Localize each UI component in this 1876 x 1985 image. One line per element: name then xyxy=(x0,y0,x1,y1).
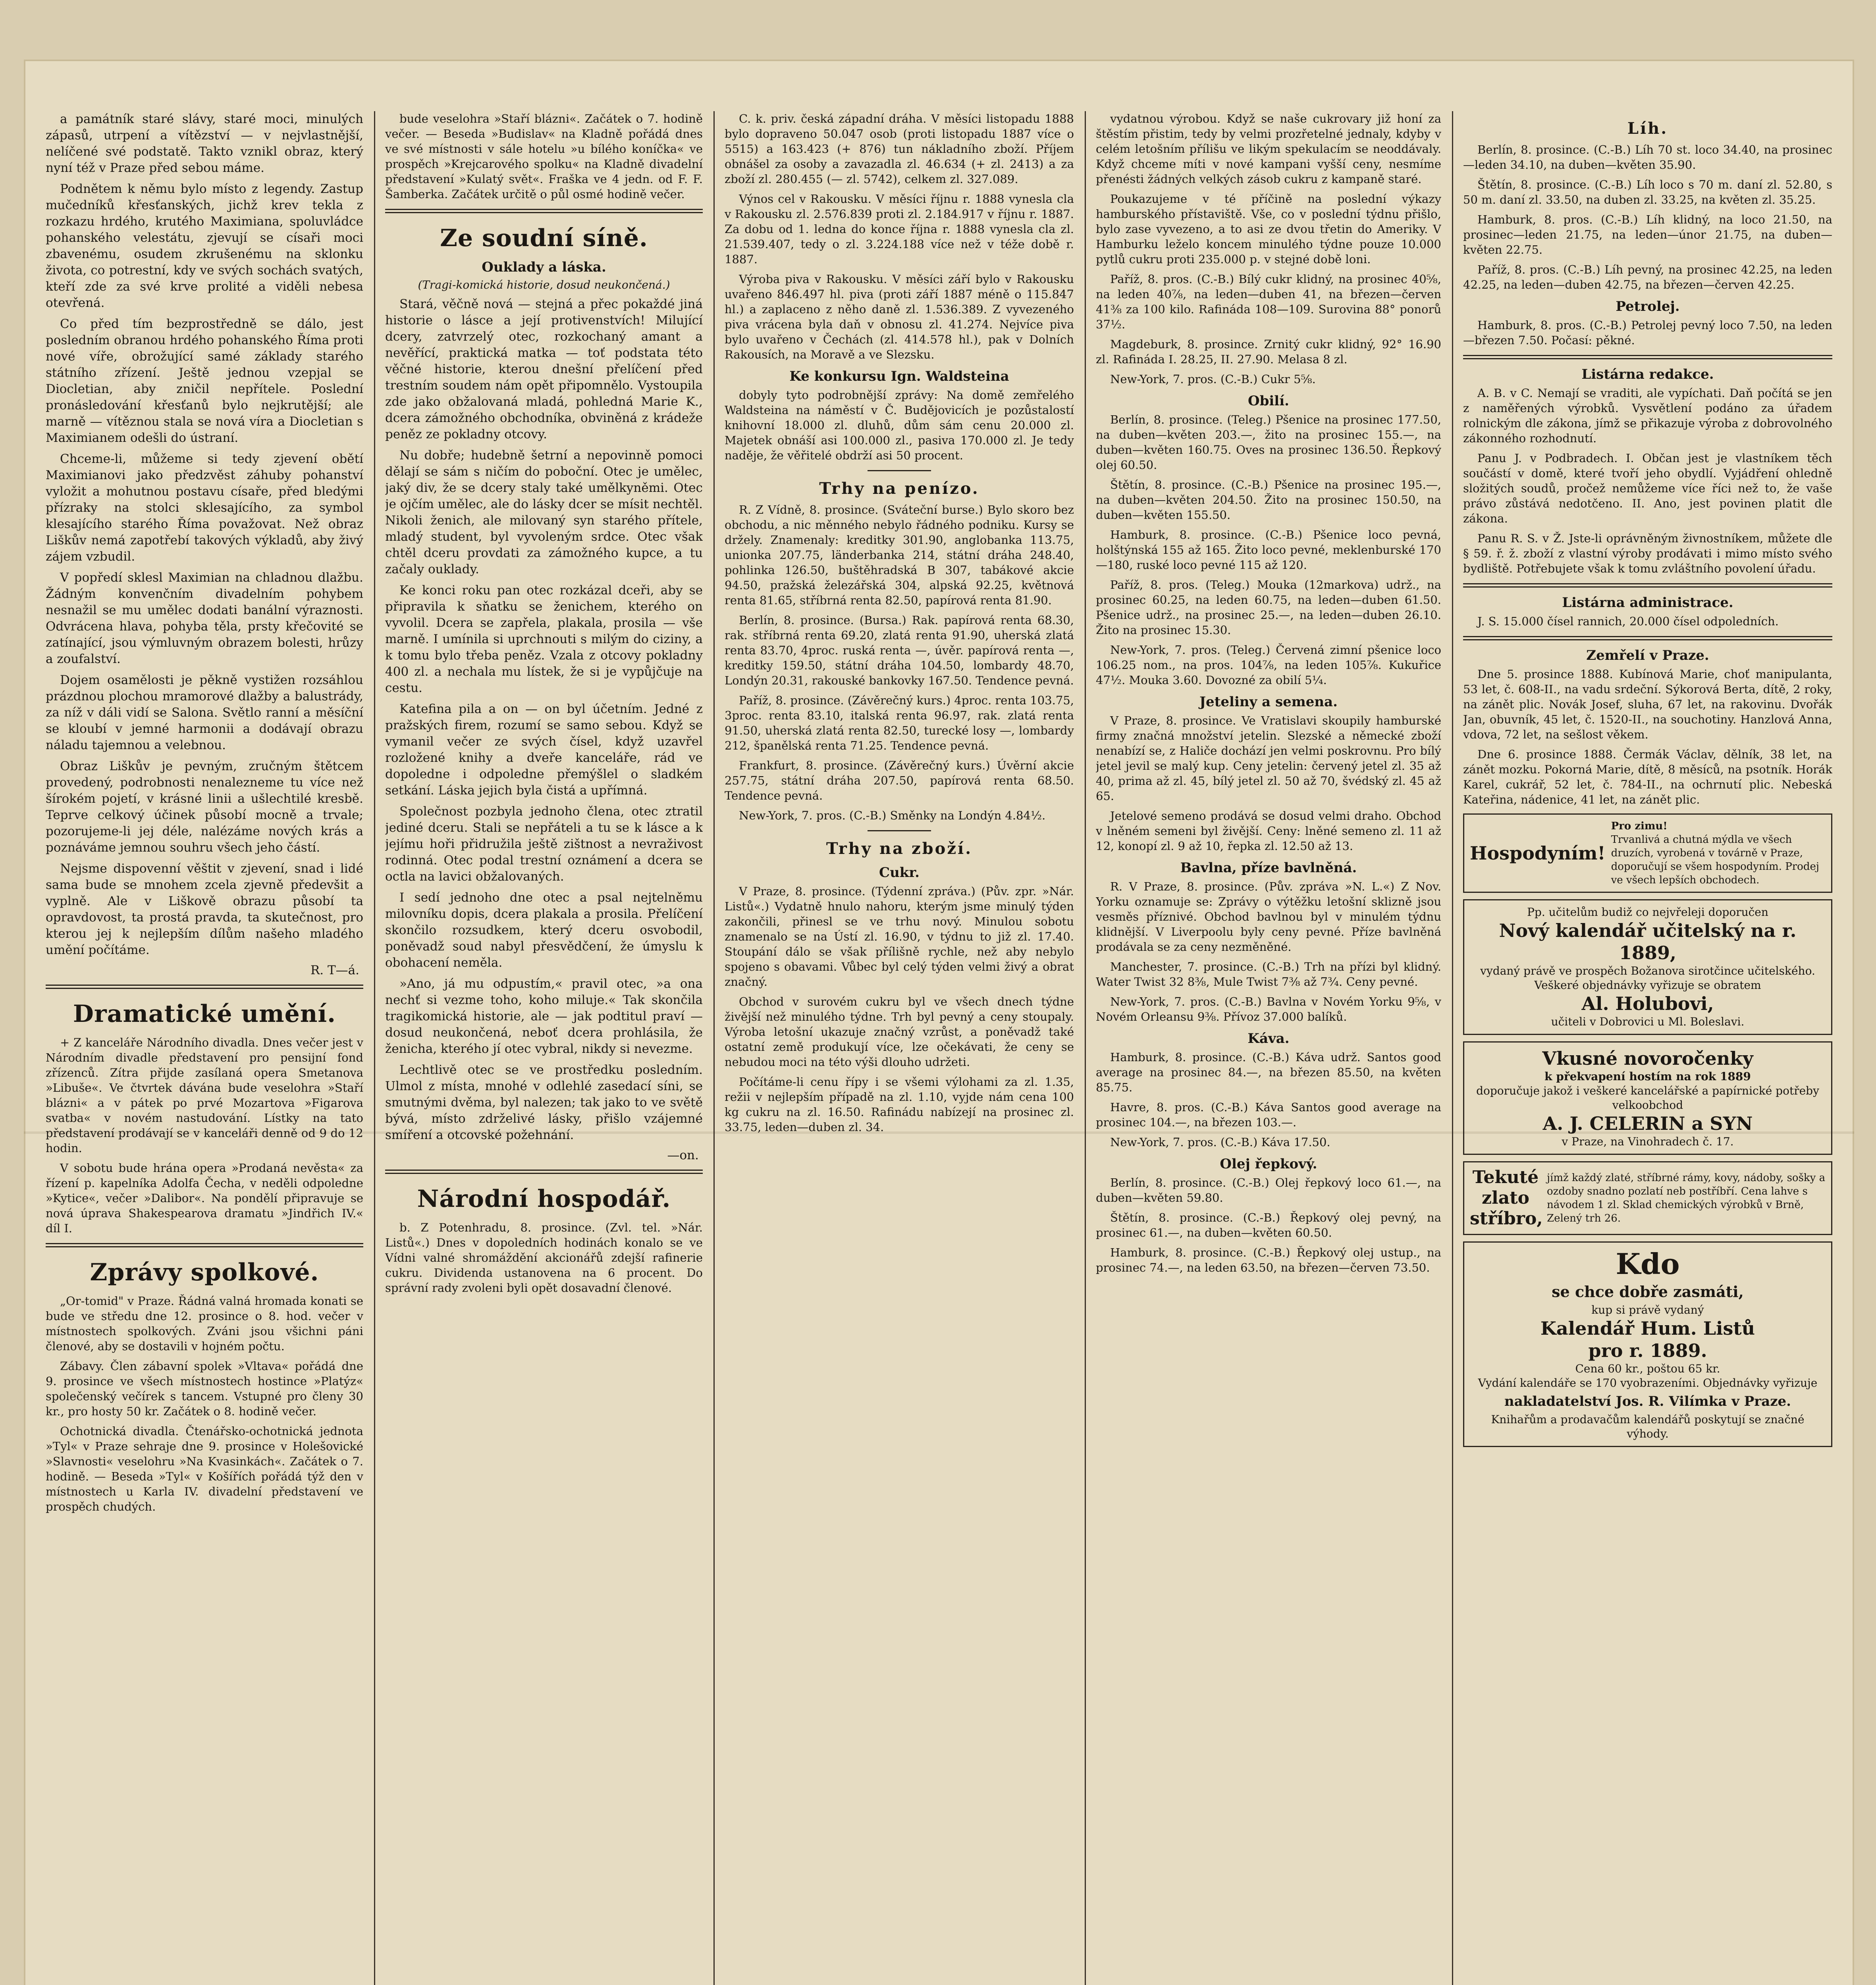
ad-firm: A. J. CELERIN a SYN xyxy=(1542,1113,1753,1134)
section-heading-societies: Zprávy spolkové. xyxy=(90,1258,319,1286)
ad-title: Vkusné novoročenky xyxy=(1542,1048,1753,1069)
article-paragraph: V popředí sklesl Maximian na chladnou dlažbu. Žádným konvenčním divadelním pohybem nesnažil se mu umělec dodati banální výraznosti. Odvrácena hlava, pohyba těla, prsty křečovité se zatínající, jsou výmluvným obrazem bolesti, hrůzy a zoufalství. xyxy=(46,570,363,666)
ad-calendar-name: Kalendář Hum. Listů xyxy=(1540,1318,1755,1339)
column-rule xyxy=(1452,111,1453,1985)
article-paragraph: Ke konci roku pan otec rozkázal dceři, aby se připravila k sňatku se ženichem, kterého on vyvolil. Dcera se zapřela, plakala, prosila — vše marně. I umínila si uprchnouti s milým do ciziny, a k tomu bylo třeba peněz. Vzala z otcovy pokladny 400 zl. a nechala mu lístek, že si je vypůjčuje na cestu. xyxy=(385,583,703,695)
ad-text: Trvanlivá a chutná mýdla ve všech druzích, vyrobená v továrně v Praze, doporučují se všem hospodyním. Prodej ve všech lepších obchodech. xyxy=(1611,834,1819,886)
article-paragraph: Ochotnická divadla. Čtenářsko-ochotnická jednota »Tyl« v Praze sehraje dne 9. prosince v Holešovické »Slavnosti« veselohru »Na Kvasinkách«. Začátek o 7. hodině. — Beseda »Tyl« v Košířích pořádá týž den v místnostech u Karla IV. divadelní představení ve prospěch chudých. xyxy=(46,1424,363,1513)
ad-subtitle: se chce dobře zasmáti, xyxy=(1552,1283,1744,1301)
article-paragraph: Štětín, 8. prosince. (C.-B.) Řepkový olej pevný, na prosinec 61.—, na duben—květen 60.50. xyxy=(1096,1211,1441,1239)
article-paragraph: V sobotu bude hrána opera »Prodaná nevěsta« za řízení p. kapelníka Adolfa Čecha, v neděli odpoledne »Kytice«, večer »Dalibor«. Na pondělí připravuje se nová úprava Shakespearova dramatu »Jindřich IV.« díl I. xyxy=(46,1161,363,1235)
article-paragraph: Co před tím bezprostředně se dálo, jest posledním obranou hrdého pohanského Říma proti nové víře, obrožující samé základy starého státního zřízení. Ještě jednou vzepjal se Diocletian, aby zničil nepřítele. Poslední pronásledování křesťanů bylo nejkrutější; ale marně — vítěznou stala se nová víra a Diocletian s Maximianem odešli do ústraní. xyxy=(46,317,363,445)
article-paragraph: Dne 6. prosince 1888. Čermák Václav, dělník, 38 let, na zánět mozku. Pokorná Marie, dítě, 8 měsíců, na psotník. Horák Karel, cukrář, 52 let, č. 784-II., na ochrnutí plic. Nebeská Kateřina, nádenice, 41 let, na zánět plic. xyxy=(1463,748,1832,806)
article-paragraph: Hamburk, 8. pros. (C.-B.) Líh klidný, na loco 21.50, na prosinec—leden 21.75, na leden—únor 21.75, na duben—květen 22.75. xyxy=(1463,213,1832,256)
ad-title: Hospodyním! xyxy=(1470,842,1606,864)
subsection-heading-coffee: Káva. xyxy=(1247,1031,1290,1046)
article-paragraph: Havre, 8. pros. (C.-B.) Káva Santos good average na prosinec 104.—, na březen 103.—. xyxy=(1096,1100,1441,1129)
article-paragraph: New-York, 7. pros. (Teleg.) Červená zimní pšenice loco 106.25 nom., na pros. 104⅞, na leden 105⅞. Kukuřice 47½. Mouka 3.60. Dovozné za obilí 5¼. xyxy=(1096,643,1441,687)
ad-publisher: nakladatelství Jos. R. Vilímka v Praze. xyxy=(1504,1393,1791,1409)
article-paragraph: Stará, věčně nová — stejná a přec pokaždé jiná historie o lásce a její protivenstvích! Milující dcery, zatvrzelý otec, rozkochaný amant a nevěřící, praktická matka — toť podstata této věčné historie, kterou dnešní přelíčení před trestním soudem nám opět připomnělo. Vystoupila zde jako obžalovaná mladá, pohledná Marie K., dcera zámožného obchodníka, obviněná z krádeže peněz ze pokladny otcovy. xyxy=(385,297,703,441)
article-signature: —on. xyxy=(667,1148,699,1162)
article-paragraph: bude veselohra »Staří blázni«. Začátek o 7. hodině večer. — Beseda »Budislav« na Kladně pořádá dnes ve své místnosti v sále hotelu »u bílého koníčka« ve prospěch »Krejcarového spolku« na Kladně divadelní představení »Kulatý svět«. Fraška ve 4 jedn. od F. F. Šamberka. Začátek určitě o půl osmé hodině večer. xyxy=(385,112,703,201)
article-paragraph: Společnost pozbyla jednoho člena, otec ztratil jediné dceru. Stali se nepřáteli a tu se k lásce a k jejímu hoři přidružila ještě zištnost a nevraživost rodinná. Otec podal trestní oznámení a dcera se octla na lavici obžalovaných. xyxy=(385,804,703,884)
section-heading-deaths: Zemřelí v Praze. xyxy=(1586,648,1709,663)
column-1 xyxy=(46,111,363,1985)
article-paragraph: Nejsme dispovenní věštit v zjevení, snad i lidé sama bude se mnohem zcela zjevně předevšit a vyplně. Ale v Liškově obrazu působí ta opravdovost, ta prostá pravda, ta skutečnost, pro kterou jej k nejlepším dílům našeho mladého umění počítáme. xyxy=(46,861,363,957)
article-paragraph: Manchester, 7. prosince. (C.-B.) Trh na přízi byl klidný. Water Twist 32 8⅜, Mule Twist 7⅜ až 7¾. Ceny pevné. xyxy=(1096,960,1441,989)
section-heading-court: Ze soudní síně. xyxy=(440,224,648,252)
article-paragraph: Lechtlivě otec se ve prostředku posledním. Ulmol z místa, mnohé v odlehlé zasedací síni, se smutnými dvěma, byl nalezen; tak jako to ve světě bývá, místo zdrželivé lásky, přišlo vzájemné smíření a otcovské požehnání. xyxy=(385,1063,703,1142)
ad-year: pro r. 1889. xyxy=(1588,1340,1707,1361)
article-paragraph: Poukazujeme v té příčině na poslední výkazy hamburského přístaviště. Vše, co v poslední týdnu přišlo, bylo zase vyvezeno, a to asi ze dvou třetin do Ameriky. V Hamburku leželo koncem minulého týdne pouze 10.000 pytlů cukru proti 235.000 p. v stejné době loni. xyxy=(1096,192,1441,266)
ad-subtitle: k překvapení hostím na rok 1889 xyxy=(1544,1070,1751,1083)
column-3 xyxy=(725,111,1074,1985)
article-paragraph: „Or-tomid" v Praze. Řádná valná hromada konati se bude ve středu dne 12. prosince o 8. hod. večer v místnostech spolkových. Zváni jsou všichni páni členové, aby se dostavili v hojném počtu. xyxy=(46,1294,363,1353)
ad-address: učiteli v Dobrovici u Ml. Boleslavi. xyxy=(1551,1015,1745,1028)
article-paragraph: b. Z Potenhradu, 8. prosince. (Zvl. tel. »Nár. Listů«.) Dnes v dopoledních hodinách konalo se ve Vídni valné shromáždění akcionářů zdejší rafinerie cukru. Dividenda ustanovena na 6 procent. Do správní rady zvoleni byli opět dosavadní členové. xyxy=(385,1221,703,1295)
section-heading-goods-markets: Trhy na zboží. xyxy=(826,839,973,858)
article-title: Ouklady a láska. xyxy=(482,259,606,275)
article-paragraph: New-York, 7. pros. (C.-B.) Káva 17.50. xyxy=(1110,1135,1330,1149)
article-paragraph: Hamburk, 8. prosince. (C.-B.) Pšenice loco pevná, holštýnská 155 až 165. Žito loco pevné, meklenburské 170—180, ruské loco pevné 115 až 120. xyxy=(1096,528,1441,572)
subsection-heading-oil: Olej řepkový. xyxy=(1220,1156,1317,1172)
column-rule xyxy=(374,111,375,1985)
section-heading-editor-letters: Listárna redakce. xyxy=(1581,366,1714,382)
advertisement-humor-calendar xyxy=(1463,1241,1832,1447)
section-heading-admin-letters: Listárna administrace. xyxy=(1562,595,1733,611)
section-divider xyxy=(1463,636,1832,640)
article-paragraph: Paříž, 8. prosince. (Závěrečný kurs.) 4proc. renta 103.75, 3proc. renta 83.10, italská renta 96.97, rak. zlatá renta 91.50, uherská zlatá renta 82.50, turecké losy —, lombardy 212, španělská renta 71.25. Tendence pevná. xyxy=(725,694,1074,752)
article-paragraph: Berlín, 8. prosince. (Teleg.) Pšenice na prosinec 177.50, na duben—květen 203.—, žito na prosinec 155.—, na duben—květen 160.75. Oves na prosinec 136.50. Řepkový olej 60.50. xyxy=(1096,413,1441,472)
ad-title: Tekuté zlato stříbro, xyxy=(1470,1167,1543,1229)
advertisement-soap xyxy=(1463,813,1832,893)
article-paragraph: Frankfurt, 8. prosince. (Závěrečný kurs.) Úvěrní akcie 257.75, státní dráha 207.50, papírová renta 68.50. Tendence pevná. xyxy=(725,759,1074,802)
ad-text: Vydání kalendáře se 170 vyobrazeními. Objednávky vyřizuje xyxy=(1478,1376,1818,1390)
article-paragraph: Dojem osamělosti je pěkně vystižen rozsáhlou prázdnou plochou mramorové dlažby a balustrády, za níž v dáli vidí se Salona. Světlo ranní a měsíční se kloubí v jemné harmonii a dodávají obrazu náladu tajemnou a velebnou. xyxy=(46,673,363,752)
section-heading-drama: Dramatické umění. xyxy=(73,1000,336,1028)
ad-title: Nový kalendář učitelský na r. 1889, xyxy=(1499,920,1797,964)
article-paragraph: I sedí jednoho dne otec a psal nejtelněmu milovníku dopis, dcera plakala a prosila. Přelíčení skončilo rozsudkem, který dceru osvobodil, poněvadž soud nabyl přesvědčení, že úmyslu k obohacení neměla. xyxy=(385,890,703,970)
article-paragraph: Chceme-li, můžeme si tedy zjevení obětí Maximianovi jako předzvěst záhuby pohanství vyložit a mohutnou postavu císaře, před bledými přízraky na stolci sklesajícího, za symbol klesajícího starého Říma považovat. Než obraz Liškův nemá zapotřebí takových výkladů, aby živý zájem vzbudil. xyxy=(46,452,363,564)
article-paragraph: Berlín, 8. prosince. (C.-B.) Olej řepkový loco 61.—, na duben—květen 59.80. xyxy=(1096,1176,1441,1204)
article-paragraph: Panu J. v Podbradech. I. Občan jest je vlastníkem těch součástí v domě, které tvoří jeho obydlí. Vyjádření ohledně složitých soudů, pročež nemůžeme více říci než to, že vaše právo zůstává nedotčeno. II. Ano, jest povinen platit dle zákona. xyxy=(1463,451,1832,525)
subsection-heading-sugar: Cukr. xyxy=(879,865,920,881)
article-paragraph: V Praze, 8. prosince. (Týdenní zpráva.) (Pův. zpr. »Nár. Listů«.) Vydatně hnulo nahoru, kterým jsme minulý týden zakončili, přinesl se ve trhu nový. Minulou sobotu znamenalo se na Ústí zl. 16.90, v týdnu to již zl. 17.40. Stoupání dálo se však přílišně rychle, než aby nebylo spojeno s obavami. Vůbec byl celý týden velmi živý a obrat značný. xyxy=(725,885,1074,989)
ad-title: Kdo xyxy=(1616,1247,1680,1281)
ad-publisher: Al. Holubovi, xyxy=(1581,993,1714,1014)
article-paragraph: Berlín, 8. prosince. (C.-B.) Líh 70 st. loco 34.40, na prosinec—leden 34.10, na duben—květen 35.90. xyxy=(1463,143,1832,172)
article-paragraph: Štětín, 8. prosince. (C.-B.) Pšenice na prosinec 195.—, na duben—květen 204.50. Žito na prosinec 150.50, na duben—květen 155.50. xyxy=(1096,478,1441,522)
column-5 xyxy=(1463,111,1832,1985)
subsection-heading-cotton: Bavlna, příze bavlněná. xyxy=(1180,860,1357,876)
article-paragraph: New-York, 7. pros. (C.-B.) Bavlna v Novém Yorku 9⅝, v Novém Orleansu 9⅜. Přívoz 37.000 balíků. xyxy=(1096,995,1441,1023)
article-paragraph: Podnětem k němu bylo místo z legendy. Zastup mučedníků křesťanských, jichž krev tekla z rozkazu hrdého, krutého Maximiana, spoluvládce pohanského velestátu, zjevují se císaři moci zbavenému, osudem zkrušenému na sklonku života, co potrestní, kdy ve svých sochách svatých, kteří zde za své krve prolité a viděli nebesa otevřená. xyxy=(46,182,363,310)
section-heading-money-markets: Trhy na penízo. xyxy=(819,479,979,498)
article-paragraph: Panu R. S. v Ž. Jste-li oprávněným živnostníkem, můžete dle § 59. ř. ž. zboží z vlastní výroby prodávati i mimo místo svého bydliště. Potřebujete však k tomu zvláštního povolení úřadu. xyxy=(1463,532,1832,575)
article-paragraph: Obchod v surovém cukru byl ve všech dnech týdne živější než minulého týdne. Trh byl pevný a ceny stoupaly. Výroba letošní ukazuje značný vzrůst, a poněvadž také ostatní země produkují více, lze očekávati, že ceny se nebudou moci na této výši dlouho udržeti. xyxy=(725,995,1074,1069)
article-paragraph: Výnos cel v Rakousku. V měsíci říjnu r. 1888 vynesla cla v Rakousku zl. 2.576.839 proti zl. 2.184.917 v říjnu r. 1887. Za dobu od 1. ledna do konce října r. 1888 vynesla cla zl. 21.539.407, tedy o zl. 3.224.188 více než v téže době r. 1887. xyxy=(725,192,1074,266)
article-paragraph: + Z kanceláře Národního divadla. Dnes večer jest v Národním divadle představení pro pensijní fond zřízenců. Zítra přijde zasílaná opera Smetanova »Libuše«. Ve čtvrtek dávána bude veselohra »Staří blázni« a v pátek po prvé Mozartova »Figarova svatba« v novém nastudování. Lístky na tato představení prodávají se v kanceláři denně od 9 do 12 hodin. xyxy=(46,1036,363,1155)
article-paragraph: Paříž, 8. pros. (C.-B.) Bílý cukr klidný, na prosinec 40⅝, na leden 40⅞, na leden—duben 41, na březen—červen 41⅜ za 100 kilo. Rafináda 108—109. Surovina 88° ponorů 37½. xyxy=(1096,272,1441,331)
section-divider xyxy=(46,985,363,989)
ad-footnote: Knihařům a prodavačům kalendářů poskytují se značné výhody. xyxy=(1491,1413,1805,1440)
article-paragraph: Hamburk, 8. prosince. (C.-B.) Řepkový olej ustup., na prosinec 74.—, na leden 63.50, na březen—červen 73.50. xyxy=(1096,1246,1441,1274)
section-divider xyxy=(46,1243,363,1247)
subsection-heading-spirits: Líh. xyxy=(1627,119,1668,138)
article-paragraph: Štětín, 8. prosince. (C.-B.) Líh loco s 70 m. daní zl. 52.80, s 50 m. daní zl. 33.50, na duben zl. 33.25, na květen zl. 35.25. xyxy=(1463,178,1832,206)
article-paragraph: Katefina pila a on — on byl účetním. Jedné z pražských firem, rozumí se samo sebou. Když se vymanil večer ze svých čísel, když uzavřel rozložené knihy a dveře kanceláře, rád ve dopoledne i odpoledne přemýšlel o sladkém setkání. Láska jejich byla čistá a upřímná. xyxy=(385,702,703,798)
article-paragraph: Dne 5. prosince 1888. Kubínová Marie, choť manipulanta, 53 let, č. 608-II., na vadu srdeční. Sýkorová Berta, dítě, 2 roky, na zánět plic. Novák Josef, sluha, 67 let, na rakovinu. Dvořák Jan, obuvník, 45 let, č. 1520-II., na souchotiny. Hanzlová Anna, vdova, 72 let, na sešlost věkem. xyxy=(1463,667,1832,741)
column-4 xyxy=(1096,111,1441,1985)
section-heading-economy: Národní hospodář. xyxy=(417,1185,671,1213)
article-paragraph: Nu dobře; hudebně šetrní a nepovinně pomoci dělají se sám s ničím do poboční. Otec je umělec, jaký div, že se dcery staly také umělkyněmi. Otec je ojčím umělec, ale do lásky dcer se mísit nechtěl. Nikoli ženich, ale milovaný syn starého přítele, mladý student, byl vyvoleným srdce. Otec však chtěl dceru provdati za zámožného kupce, a tu začaly ouklady. xyxy=(385,448,703,576)
subsection-heading-grain: Obilí. xyxy=(1248,393,1289,409)
article-paragraph: New-York, 7. pros. (C.-B.) Cukr 5⅝. xyxy=(1110,372,1316,386)
article-paragraph: V Praze, 8. prosince. Ve Vratislavi skoupily hamburské firmy značná množství jetelin. Slezské a německé zboží nenabízí se, z Haliče dochází jen velmi poskrovnu. Pro bílý jetel jevil se malý kup. Ceny jetelin: červený jetel zl. 35 až 40, prima až zl. 45, bílý jetel zl. 50 až 70, švédský zl. 45 až 65. xyxy=(1096,714,1441,803)
column-rule xyxy=(713,111,715,1985)
article-paragraph: »Ano, já mu odpustím,« pravil otec, »a ona nechť si vezme toho, koho miluje.« Tak skončila tragikomická historie, ale — jak podtitul praví — dosud neukončená, neboť dcera prohlásila, že ženicha, kterého jí otec vybral, nikdy si nevezme. xyxy=(385,977,703,1056)
ad-subtitle: Pro zimu! xyxy=(1611,820,1668,832)
ad-address: v Praze, na Vinohradech č. 17. xyxy=(1562,1135,1734,1148)
ad-text: kup si právě vydaný xyxy=(1591,1303,1704,1316)
section-divider xyxy=(1463,583,1832,588)
ad-price: Cena 60 kr., poštou 65 kr. xyxy=(1575,1362,1720,1375)
section-divider xyxy=(385,1170,703,1174)
article-paragraph: dobyly tyto podrobnější zprávy: Na domě zemřelého Waldsteina na náměstí v Č. Budějovicích je pozůstalostí knihovní 18.000 zl. dluhů, dům sám cenu 20.000 zl. Majetek obnáší asi 100.000 zl., pasiva 170.000 zl. Je tedy naděje, že věřitelé obdrží asi 50 procent. xyxy=(725,388,1074,462)
ad-text: doporučuje jakož i veškeré kancelářské a papírnické potřeby velkoobchod xyxy=(1476,1084,1819,1112)
article-paragraph: A. B. v C. Nemají se vraditi, ale vypíchati. Daň počítá se jen z naměřených výrobků. Vysvětlení podáno za úřadem rolnickým dle zákona, jímž se přikazuje výroba z dobrovolného zákonného rozhodnutí. xyxy=(1463,386,1832,445)
article-paragraph: Berlín, 8. prosince. (Bursa.) Rak. papírová renta 68.30, rak. stříbrná renta 69.20, zlatá renta 91.90, uherská zlatá renta 83.70, 4proc. ruská renta —, úvěr. papírová renta —, kreditky 159.50, státní dráha 104.50, lombardy 48.70, Londýn 20.31, rakouské bankovky 167.50. Tendence pevná. xyxy=(725,613,1074,687)
article-paragraph: Paříž, 8. pros. (C.-B.) Líh pevný, na prosinec 42.25, na leden 42.25, na leden—duben 42.75, na březen—červen 42.25. xyxy=(1463,263,1832,291)
article-paragraph: Obraz Liškův je pevným, zručným štětcem provedený, podrobnosti nenalezneme tu více než šírokém pojetí, v krásné linii a ušlechtilé kresbě. Teprve celkový účinek působí mocně a trvale; pozorujeme-li jej déle, nalézáme nových krás a poznáváme jemnou souhru všech jeho částí. xyxy=(46,759,363,855)
article-paragraph: New-York, 7. pros. (C.-B.) Směnky na Londýn 4.84½. xyxy=(739,809,1046,822)
article-paragraph: Výroba piva v Rakousku. V měsíci září bylo v Rakousku uvařeno 846.497 hl. piva (proti září 1887 méně o 115.847 hl.) a zaplaceno z něho daně zl. 1.536.389. Z vyvezeného piva vrácena byla daň v obnosu zl. 41.274. Nejvíce piva bylo uvařeno v Čechách (zl. 414.578 hl.), pak v Dolních Rakousích, na Moravě a ve Slezsku. xyxy=(725,272,1074,361)
newspaper-page xyxy=(24,60,1854,1985)
divider xyxy=(868,830,931,831)
ad-text: vydaný právě ve prospěch Božanova sirotčince učitelského. Veškeré objednávky vyřizuje se obratem xyxy=(1480,964,1815,992)
article-paragraph: Hamburk, 8. pros. (C.-B.) Petrolej pevný loco 7.50, na leden—březen 7.50. Počasí: pěkné. xyxy=(1463,318,1832,347)
ad-text: jímž každý zlaté, stříbrné rámy, kovy, nádoby, sošky a ozdoby snadno pozlatí neb postříbří. Cena lahve s návodem 1 zl. Sklad chemických výrobků v Brně, Zelený trh 26. xyxy=(1547,1172,1826,1224)
article-paragraph: Jetelové semeno prodává se dosud velmi draho. Obchod v lněném semeni byl živější. Ceny: lněné semeno zl. 11 až 12, konopí zl. 9 až 10, řepka zl. 12.50 až 13. xyxy=(1096,809,1441,853)
column-rule xyxy=(1085,111,1086,1985)
article-title: Ke konkursu Ign. Waldsteina xyxy=(789,368,1009,384)
advertisement-teacher-calendar xyxy=(1463,899,1832,1035)
article-paragraph: Počítáme-li cenu řípy i se všemi výlohami za zl. 1.35, režii v nejlepším případě na zl. 1.10, vyjde nám cena 100 kg cukru na zl. 16.50. Rafinádu nabízejí na prosinec zl. 33.75, leden—duben zl. 34. xyxy=(725,1075,1074,1134)
subsection-heading-seeds: Jeteliny a semena. xyxy=(1199,694,1338,710)
article-paragraph: J. S. 15.000 čísel rannich, 20.000 čísel odpoledních. xyxy=(1477,615,1779,628)
article-paragraph: Hamburk, 8. prosince. (C.-B.) Káva udrž. Santos good average na prosinec 84.—, na březen 85.50, na květen 85.75. xyxy=(1096,1050,1441,1094)
article-paragraph: R. V Praze, 8. prosince. (Pův. zpráva »N. L.«) Z Nov. Yorku oznamuje se: Zprávy o výtěžku letošní sklizně jsou vesměs příznivé. Obchod bavlnou byl v minulém týdnu klidnější. V Liverpoolu byly ceny pevné. Příze bavlněná prodávala se za ceny nezměněné. xyxy=(1096,880,1441,954)
article-paragraph: Paříž, 8. pros. (Teleg.) Mouka (12markova) udrž., na prosinec 60.25, na leden 60.75, na leden—duben 61.50. Pšenice udrž., na prosinec 25.—, na leden—duben 26.10. Žito na prosinec 15.30. xyxy=(1096,578,1441,637)
advertisement-liquid-gold xyxy=(1463,1161,1832,1235)
article-paragraph: C. k. priv. česká západní dráha. V měsíci listopadu 1888 bylo dopraveno 50.047 osob (proti listopadu 1887 více o 5515) a 163.423 (+ 876) tun nákladního zboží. Příjem obnášel za osoby a zavazadla zl. 46.634 (+ zl. 2413) a za zboží zl. 280.455 (— zl. 5742), celkem zl. 327.089. xyxy=(725,112,1074,186)
ad-intro: Pp. učitelům budiž co nejvřeleji doporučen xyxy=(1527,906,1768,919)
article-paragraph: vydatnou výrobou. Když se naše cukrovary již honí za štěstím přistim, tedy by velmi prozřetelné jednaly, kdyby v celém letošním přílišu ve likým spekulacím se neoddávaly. Když chceme míti v nové kampani vyšší ceny, nesmíme přenésti žádných velkých zásob cukru z kampaně staré. xyxy=(1096,112,1441,186)
section-divider xyxy=(1463,355,1832,359)
subsection-heading-petroleum: Petrolej. xyxy=(1616,299,1680,314)
advertisement-new-year-cards xyxy=(1463,1041,1832,1155)
divider xyxy=(868,470,931,471)
article-signature: R. T—á. xyxy=(310,963,359,977)
article-paragraph: R. Z Vídně, 8. prosince. (Sváteční burse.) Bylo skoro bez obchodu, a nic měnného nebylo řádného podniku. Kursy se držely. Znamenaly: kreditky 301.90, anglobanka 113.75, unionka 207.75, länderbanka 214, státní dráha 248.40, pohlinka 126.50, buštěhradská B 307, tabákové akcie 94.50, pražská železářská 304, alpská 92.25, květnová renta 81.65, stříbrná renta 82.50, papírová renta 81.90. xyxy=(725,503,1074,607)
article-subtitle: (Tragi-komická historie, dosud neukončená.) xyxy=(418,278,670,291)
article-paragraph: Magdeburk, 8. prosince. Zrnitý cukr klidný, 92° 16.90 zl. Rafináda I. 28.25, II. 27.90. Melasa 8 zl. xyxy=(1096,337,1441,366)
article-paragraph: Zábavy. Člen zábavní spolek »Vltava« pořádá dne 9. prosince ve všech místnostech hostince »Platýz« společenský večírek s tancem. Vstupné pro členy 30 kr., pro hosty 50 kr. Začátek o 8. hodině večer. xyxy=(46,1359,363,1418)
article-paragraph: a památník staré slávy, staré moci, minulých zápasů, utrpení a vítězství — v nejvlastnější, nelíčené své podstatě. Takto vznikl obraz, který nyní též v Praze před sebou máme. xyxy=(46,112,363,175)
column-2 xyxy=(385,111,703,1985)
section-divider xyxy=(385,209,703,213)
